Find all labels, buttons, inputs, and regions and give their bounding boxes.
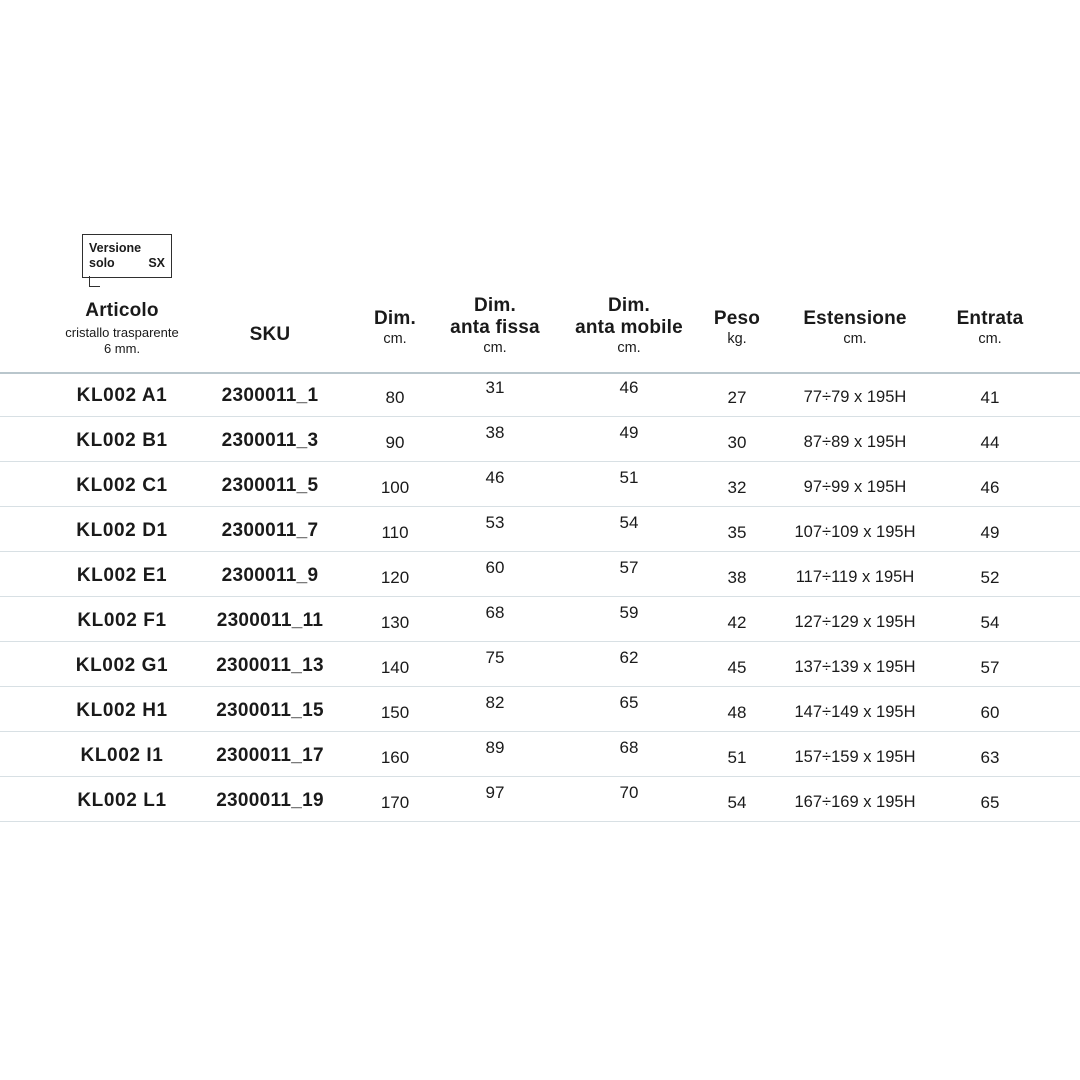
cell-estensione: 157÷159 x 195H: [794, 748, 916, 766]
cell-estensione: 77÷79 x 195H: [803, 388, 907, 406]
cell-estensione: 137÷139 x 195H: [794, 658, 916, 676]
cell-dim: 140: [380, 658, 410, 677]
header-peso-unit: kg.: [727, 330, 747, 347]
cell-dim: 170: [380, 793, 410, 812]
cell-sku: 2300011_1: [221, 385, 319, 406]
cell-peso: 48: [727, 703, 747, 722]
table-row: [0, 417, 1080, 462]
cell-entrata: 46: [980, 478, 1000, 497]
cell-sku: 2300011_13: [216, 655, 324, 676]
cell-estensione: 117÷119 x 195H: [795, 568, 915, 586]
cell-anta-mobile: 57: [619, 558, 639, 577]
cell-entrata: 57: [980, 658, 1000, 677]
cell-anta-mobile: 51: [619, 468, 639, 487]
header-dim-anta-mobile: [560, 295, 698, 357]
cell-anta-mobile: 59: [619, 603, 639, 622]
cell-entrata: 65: [980, 793, 1000, 812]
header-sku-title: SKU: [249, 324, 291, 345]
cell-estensione: 127÷129 x 195H: [794, 613, 916, 631]
cell-sku: 2300011_5: [221, 475, 319, 496]
cell-anta-mobile: 62: [619, 648, 639, 667]
cell-estensione: 107÷109 x 195H: [794, 523, 916, 541]
cell-peso: 27: [727, 388, 747, 407]
cell-estensione: 147÷149 x 195H: [794, 703, 916, 721]
cell-estensione: 97÷99 x 195H: [803, 478, 907, 496]
cell-dim: 100: [380, 478, 410, 497]
header-articolo: [20, 300, 224, 357]
cell-sku: 2300011_17: [216, 745, 324, 766]
cell-anta-fissa: 46: [485, 468, 505, 487]
header-dim-anta-mobile-unit: cm.: [617, 339, 641, 356]
cell-articolo: KL002 E1: [76, 565, 168, 586]
header-estensione: [782, 308, 928, 348]
header-dim-anta-fissa-title1: Dim.: [474, 295, 516, 316]
cell-anta-mobile: 70: [619, 783, 639, 802]
cell-anta-mobile: 68: [619, 738, 639, 757]
cell-articolo: KL002 G1: [75, 655, 169, 676]
header-peso-title: Peso: [713, 308, 761, 329]
cell-sku: 2300011_11: [216, 610, 324, 631]
cell-dim: 130: [380, 613, 410, 632]
cell-estensione: 87÷89 x 195H: [803, 433, 907, 451]
cell-articolo: KL002 B1: [76, 430, 168, 451]
cell-anta-fissa: 60: [485, 558, 505, 577]
cell-sku: 2300011_15: [216, 700, 324, 721]
cell-peso: 54: [727, 793, 747, 812]
cell-anta-fissa: 38: [485, 423, 505, 442]
cell-sku: 2300011_3: [221, 430, 319, 451]
cell-anta-mobile: 49: [619, 423, 639, 442]
cell-entrata: 63: [980, 748, 1000, 767]
header-entrata: [930, 308, 1050, 348]
header-articolo-title: Articolo: [85, 300, 159, 321]
header-entrata-unit: cm.: [978, 330, 1002, 347]
cell-anta-fissa: 75: [485, 648, 505, 667]
cell-anta-fissa: 31: [485, 378, 505, 397]
cell-dim: 160: [380, 748, 410, 767]
spec-table: [0, 372, 1080, 822]
cell-anta-mobile: 65: [619, 693, 639, 712]
cell-entrata: 41: [980, 388, 1000, 407]
header-dim-anta-fissa-unit: cm.: [483, 339, 507, 356]
table-row: [0, 552, 1080, 597]
cell-sku: 2300011_7: [221, 520, 319, 541]
cell-articolo: KL002 L1: [77, 790, 167, 811]
cell-dim: 110: [381, 523, 409, 542]
table-row: [0, 687, 1080, 732]
header-articolo-sub2: 6 mm.: [103, 341, 141, 357]
header-entrata-title: Entrata: [956, 308, 1024, 329]
table-row: [0, 507, 1080, 552]
cell-entrata: 60: [980, 703, 1000, 722]
cell-peso: 30: [727, 433, 747, 452]
table-row: [0, 777, 1080, 822]
cell-sku: 2300011_19: [216, 790, 324, 811]
cell-articolo: KL002 C1: [76, 475, 168, 496]
cell-articolo: KL002 H1: [76, 700, 168, 721]
table-row: [0, 372, 1080, 417]
cell-articolo: KL002 A1: [76, 385, 168, 406]
cell-articolo: KL002 F1: [77, 610, 167, 631]
cell-anta-mobile: 46: [619, 378, 639, 397]
header-dim-title: Dim.: [374, 308, 416, 329]
cell-peso: 32: [727, 478, 747, 497]
header-articolo-sub1: cristallo trasparente: [65, 324, 179, 340]
header-dim: [345, 308, 445, 348]
header-dim-anta-fissa-title2: anta fissa: [450, 316, 540, 338]
table-row: [0, 462, 1080, 507]
header-estensione-unit: cm.: [843, 330, 867, 347]
cell-dim: 90: [385, 433, 405, 452]
table-row: [0, 597, 1080, 642]
badge-pointer-icon: [89, 276, 100, 287]
cell-peso: 45: [727, 658, 747, 677]
cell-peso: 42: [727, 613, 747, 632]
table-row: [0, 642, 1080, 687]
cell-peso: 51: [727, 748, 747, 767]
cell-anta-mobile: 54: [619, 513, 639, 532]
cell-dim: 120: [380, 568, 410, 587]
cell-anta-fissa: 89: [485, 738, 505, 757]
version-badge: [82, 234, 172, 278]
cell-entrata: 44: [980, 433, 1000, 452]
cell-dim: 80: [385, 388, 405, 407]
header-dim-anta-fissa: [432, 295, 558, 357]
header-dim-unit: cm.: [383, 330, 407, 347]
cell-anta-fissa: 53: [485, 513, 505, 532]
cell-estensione: 167÷169 x 195H: [794, 793, 916, 811]
cell-peso: 38: [727, 568, 747, 587]
header-peso: [694, 308, 780, 348]
header-dim-anta-mobile-title1: Dim.: [608, 295, 650, 316]
table-row: [0, 732, 1080, 777]
header-sku: [210, 324, 330, 346]
table-header: [0, 296, 1080, 368]
cell-entrata: 52: [980, 568, 1000, 587]
cell-articolo: KL002 I1: [80, 745, 164, 766]
cell-anta-fissa: 82: [485, 693, 505, 712]
header-dim-anta-mobile-title2: anta mobile: [575, 316, 683, 338]
header-estensione-title: Estensione: [803, 308, 907, 329]
cell-entrata: 54: [980, 613, 1000, 632]
cell-anta-fissa: 68: [485, 603, 505, 622]
cell-dim: 150: [380, 703, 410, 722]
cell-peso: 35: [727, 523, 747, 542]
cell-anta-fissa: 97: [485, 783, 505, 802]
cell-sku: 2300011_9: [221, 565, 319, 586]
cell-entrata: 49: [980, 523, 1000, 542]
cell-articolo: KL002 D1: [76, 520, 168, 541]
version-badge-label: Versione solo SX: [89, 241, 165, 270]
